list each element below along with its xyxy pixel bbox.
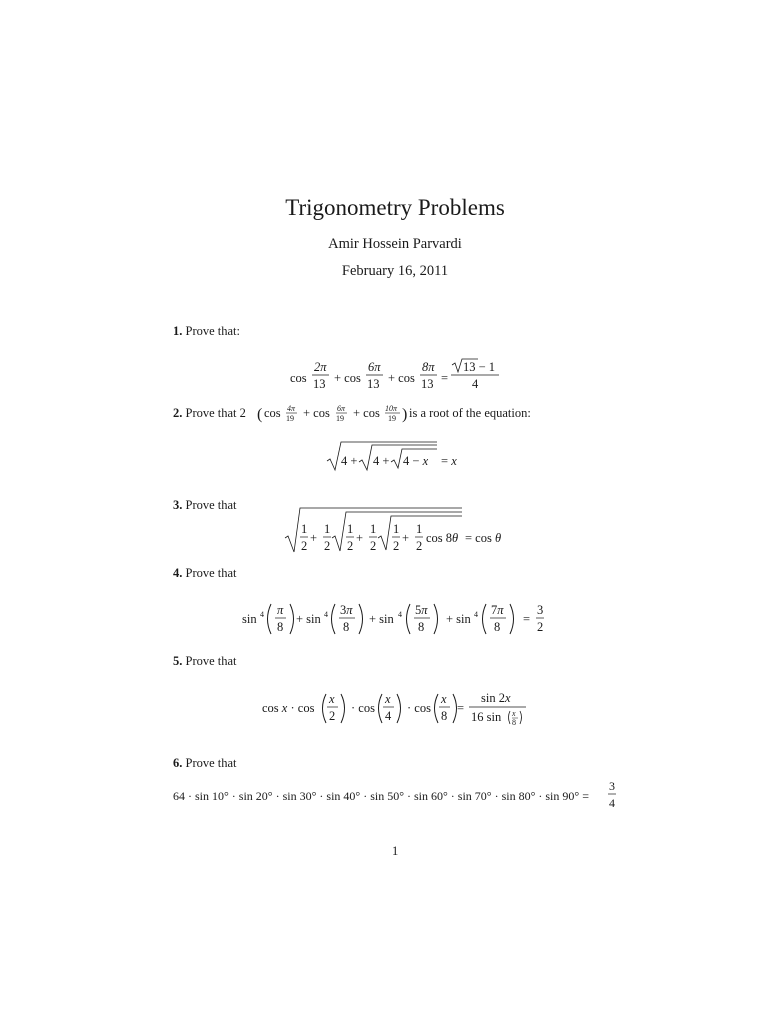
svg-text:4: 4 <box>472 377 479 391</box>
svg-text:x: x <box>385 692 391 706</box>
svg-text:8: 8 <box>343 620 350 634</box>
svg-text:7π: 7π <box>491 603 504 617</box>
svg-text:4: 4 <box>609 796 615 810</box>
svg-text:=: = <box>457 701 465 715</box>
svg-text:3: 3 <box>609 779 615 793</box>
equation-5 <box>262 688 532 734</box>
svg-text:6π: 6π <box>368 360 381 374</box>
problem-statement: Prove that <box>185 566 237 580</box>
svg-text:1: 1 <box>301 522 308 536</box>
svg-text:+ sin: + sin <box>369 612 394 626</box>
equation-4 <box>242 598 552 642</box>
svg-text:13: 13 <box>313 377 326 391</box>
problem-3 <box>173 498 237 513</box>
problem-number: 5. <box>173 654 183 668</box>
svg-text:cos: cos <box>290 371 307 385</box>
svg-text:4π: 4π <box>287 404 296 413</box>
svg-text:2: 2 <box>393 539 400 553</box>
svg-text:3π: 3π <box>340 603 353 617</box>
svg-text:1: 1 <box>370 522 377 536</box>
svg-text:+ cos: + cos <box>334 371 361 385</box>
problem-statement: Prove that: <box>185 324 241 338</box>
svg-text:4: 4 <box>385 709 392 723</box>
svg-text:19: 19 <box>388 414 396 423</box>
svg-text:13: 13 <box>421 377 434 391</box>
problem-5 <box>173 654 237 669</box>
svg-text:8: 8 <box>494 620 501 634</box>
svg-text:6π: 6π <box>337 404 346 413</box>
document-date: February 16, 2011 <box>341 263 449 279</box>
svg-text:2π: 2π <box>314 360 327 374</box>
svg-text:x: x <box>512 709 516 718</box>
problem-number: 2. <box>173 406 183 420</box>
svg-text:+ cos: + cos <box>303 406 330 420</box>
svg-text:2: 2 <box>301 539 308 553</box>
problem-6 <box>173 756 237 771</box>
svg-text:8: 8 <box>441 709 448 723</box>
svg-text:· cos: · cos <box>407 701 431 715</box>
svg-text:x: x <box>441 692 447 706</box>
svg-text:cos: cos <box>264 406 281 420</box>
svg-text:x: x <box>329 692 335 706</box>
problem-1 <box>173 324 240 339</box>
problem-number: 4. <box>173 566 183 580</box>
svg-text:8: 8 <box>512 718 516 727</box>
svg-text:1: 1 <box>347 522 354 536</box>
svg-text:+: + <box>402 531 410 545</box>
svg-text:2: 2 <box>324 539 331 553</box>
svg-text:+ sin: + sin <box>446 612 471 626</box>
svg-text:=: = <box>441 371 449 385</box>
svg-text:4: 4 <box>474 610 478 619</box>
problem-number: 6. <box>173 756 183 770</box>
equation-3 <box>284 505 514 559</box>
problem-statement: Prove that <box>185 498 237 512</box>
svg-text:2: 2 <box>347 539 354 553</box>
svg-text:π: π <box>277 603 284 617</box>
svg-text:8: 8 <box>418 620 425 634</box>
svg-text:2: 2 <box>416 539 423 553</box>
svg-text:13 − 1: 13 − 1 <box>463 360 496 374</box>
svg-text:+: + <box>356 531 364 545</box>
svg-text:1: 1 <box>324 522 331 536</box>
svg-text:8π: 8π <box>422 360 435 374</box>
svg-text:= x: = x <box>441 454 457 468</box>
svg-text:): ) <box>402 406 408 423</box>
svg-text:2: 2 <box>370 539 377 553</box>
svg-text:4 +: 4 + <box>341 454 358 468</box>
svg-text:4 − x: 4 − x <box>403 454 429 468</box>
svg-text:+: + <box>310 531 318 545</box>
svg-text:+ cos: + cos <box>388 371 415 385</box>
problem-statement: Prove that <box>185 756 237 770</box>
svg-text:= cos θ: = cos θ <box>465 531 502 545</box>
svg-text:19: 19 <box>336 414 344 423</box>
equation-1 <box>288 358 503 398</box>
svg-text:2: 2 <box>537 620 544 634</box>
svg-text:=: = <box>523 612 531 626</box>
svg-text:8: 8 <box>277 620 284 634</box>
problem-statement: Prove that 2 <box>185 406 246 420</box>
svg-text:3: 3 <box>537 603 544 617</box>
svg-text:13: 13 <box>367 377 380 391</box>
problem-2-tail: is a root of the equation: <box>409 406 531 420</box>
svg-text:sin: sin <box>242 612 257 626</box>
problem-2 <box>173 406 246 421</box>
svg-text:16 sin: 16 sin <box>471 710 502 724</box>
svg-text:cos 8θ: cos 8θ <box>426 531 459 545</box>
document-title: Trigonometry Problems <box>285 195 505 220</box>
svg-text:5π: 5π <box>415 603 428 617</box>
page-number: 1 <box>392 844 399 858</box>
problem-statement: Prove that <box>185 654 237 668</box>
svg-text:+ cos: + cos <box>353 406 380 420</box>
equation-6 <box>173 776 623 816</box>
problem-number: 3. <box>173 498 183 512</box>
svg-text:4: 4 <box>260 610 264 619</box>
problem-4 <box>173 566 237 581</box>
svg-text:(: ( <box>257 406 263 423</box>
svg-text:sin 2x: sin 2x <box>481 691 511 705</box>
svg-text:4: 4 <box>324 610 328 619</box>
svg-text:2: 2 <box>329 709 336 723</box>
svg-text:4 +: 4 + <box>373 454 390 468</box>
svg-text:19: 19 <box>286 414 294 423</box>
svg-text:64 · sin 10° · sin 20° · sin 3: 64 · sin 10° · sin 20° · sin 30° · sin 40° · sin 50° · sin 60° · sin 70° · sin 80° · sin 90° = <box>173 789 589 803</box>
svg-text:4: 4 <box>398 610 402 619</box>
problem-number: 1. <box>173 324 183 338</box>
svg-text:1: 1 <box>393 522 400 536</box>
svg-text:cos x · cos: cos x · cos <box>262 701 315 715</box>
svg-text:+ sin: + sin <box>296 612 321 626</box>
svg-text:1: 1 <box>416 522 423 536</box>
author-name: Amir Hossein Parvardi <box>328 236 462 252</box>
equation-2 <box>325 440 465 478</box>
svg-text:10π: 10π <box>385 404 398 413</box>
svg-text:· cos: · cos <box>351 701 375 715</box>
